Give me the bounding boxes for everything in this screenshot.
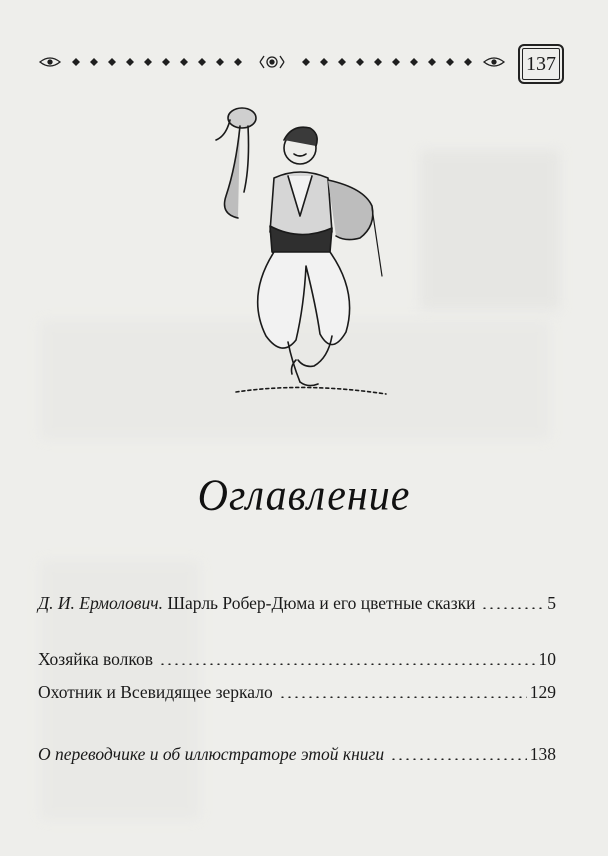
toc-entry-author: Д. И. Ермолович. bbox=[38, 593, 163, 613]
toc-entry[interactable] bbox=[38, 590, 556, 614]
toc-title: Оглавление bbox=[197, 471, 411, 521]
toc-entry-page: 5 bbox=[547, 593, 556, 613]
ornamental-header-band bbox=[38, 52, 506, 72]
toc-entry[interactable] bbox=[38, 741, 556, 765]
dot-leader bbox=[159, 663, 535, 665]
toc-entry-title: О переводчике и об иллюстраторе этой книги bbox=[38, 744, 385, 764]
toc-entry-page: 10 bbox=[538, 649, 556, 669]
dot-leader bbox=[481, 607, 544, 609]
toc-entry-title: Охотник и Всевидящее зеркало bbox=[38, 682, 273, 702]
page-number: 137 bbox=[518, 44, 564, 84]
dancing-boy-illustration bbox=[196, 96, 412, 406]
toc-entry-page: 129 bbox=[529, 682, 556, 702]
show-through-block-top bbox=[420, 150, 560, 310]
toc-entry[interactable] bbox=[38, 679, 556, 703]
toc-entry[interactable] bbox=[38, 646, 556, 670]
dot-leader bbox=[279, 696, 527, 698]
dot-leader bbox=[390, 758, 527, 760]
toc-entry-page: 138 bbox=[529, 744, 556, 764]
toc-entry-title: Д. И. Ермолович. Шарль Робер-Дюма и его цветные сказки bbox=[38, 593, 476, 613]
toc-entry-title: Хозяйка волков bbox=[38, 649, 154, 669]
